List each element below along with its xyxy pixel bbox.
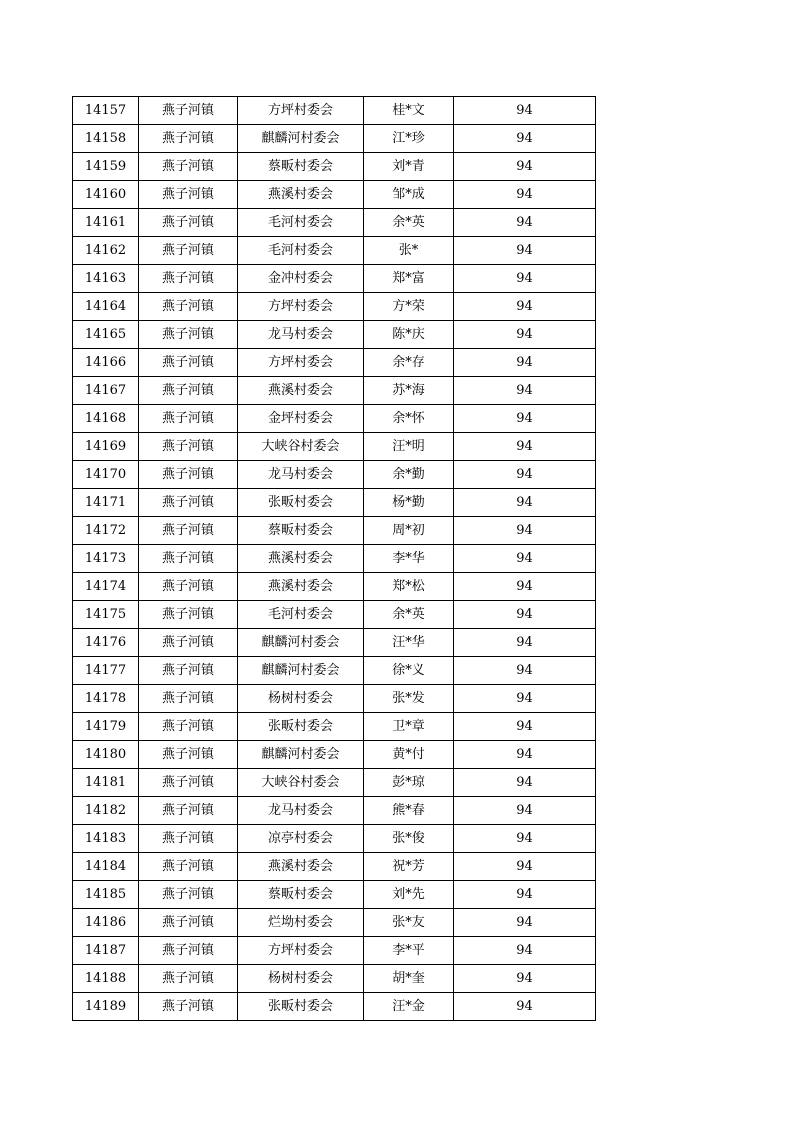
town-cell: 燕子河镇 bbox=[139, 433, 238, 461]
row-id-cell: 14185 bbox=[73, 881, 139, 909]
table-row bbox=[73, 237, 596, 265]
row-id-cell: 14158 bbox=[73, 125, 139, 153]
table-row bbox=[73, 629, 596, 657]
village-cell: 张畈村委会 bbox=[238, 489, 364, 517]
village-cell: 燕溪村委会 bbox=[238, 377, 364, 405]
town-cell: 燕子河镇 bbox=[139, 181, 238, 209]
table-row bbox=[73, 209, 596, 237]
row-id-cell: 14187 bbox=[73, 937, 139, 965]
table-row bbox=[73, 657, 596, 685]
village-cell: 毛河村委会 bbox=[238, 209, 364, 237]
row-id-cell: 14162 bbox=[73, 237, 139, 265]
value-cell: 94 bbox=[454, 629, 596, 657]
town-cell: 燕子河镇 bbox=[139, 349, 238, 377]
table-row bbox=[73, 853, 596, 881]
village-cell: 蔡畈村委会 bbox=[238, 517, 364, 545]
town-cell: 燕子河镇 bbox=[139, 405, 238, 433]
town-cell: 燕子河镇 bbox=[139, 461, 238, 489]
table-row bbox=[73, 741, 596, 769]
value-cell: 94 bbox=[454, 125, 596, 153]
name-cell: 余*英 bbox=[364, 209, 454, 237]
name-cell: 刘*青 bbox=[364, 153, 454, 181]
data-table bbox=[72, 96, 596, 1021]
table-body bbox=[73, 97, 596, 1021]
row-id-cell: 14186 bbox=[73, 909, 139, 937]
village-cell: 金冲村委会 bbox=[238, 265, 364, 293]
row-id-cell: 14159 bbox=[73, 153, 139, 181]
town-cell: 燕子河镇 bbox=[139, 937, 238, 965]
town-cell: 燕子河镇 bbox=[139, 993, 238, 1021]
name-cell: 张* bbox=[364, 237, 454, 265]
table-row bbox=[73, 517, 596, 545]
value-cell: 94 bbox=[454, 293, 596, 321]
town-cell: 燕子河镇 bbox=[139, 237, 238, 265]
table-row bbox=[73, 825, 596, 853]
village-cell: 张畈村委会 bbox=[238, 713, 364, 741]
value-cell: 94 bbox=[454, 433, 596, 461]
value-cell: 94 bbox=[454, 321, 596, 349]
name-cell: 熊*春 bbox=[364, 797, 454, 825]
village-cell: 方坪村委会 bbox=[238, 937, 364, 965]
row-id-cell: 14176 bbox=[73, 629, 139, 657]
table-row bbox=[73, 433, 596, 461]
town-cell: 燕子河镇 bbox=[139, 965, 238, 993]
row-id-cell: 14169 bbox=[73, 433, 139, 461]
town-cell: 燕子河镇 bbox=[139, 685, 238, 713]
name-cell: 张*发 bbox=[364, 685, 454, 713]
row-id-cell: 14189 bbox=[73, 993, 139, 1021]
town-cell: 燕子河镇 bbox=[139, 853, 238, 881]
value-cell: 94 bbox=[454, 685, 596, 713]
value-cell: 94 bbox=[454, 713, 596, 741]
town-cell: 燕子河镇 bbox=[139, 797, 238, 825]
town-cell: 燕子河镇 bbox=[139, 321, 238, 349]
table-row bbox=[73, 405, 596, 433]
name-cell: 祝*芳 bbox=[364, 853, 454, 881]
value-cell: 94 bbox=[454, 209, 596, 237]
village-cell: 燕溪村委会 bbox=[238, 545, 364, 573]
value-cell: 94 bbox=[454, 97, 596, 125]
town-cell: 燕子河镇 bbox=[139, 657, 238, 685]
village-cell: 杨树村委会 bbox=[238, 965, 364, 993]
name-cell: 余*勤 bbox=[364, 461, 454, 489]
table-row bbox=[73, 461, 596, 489]
name-cell: 江*珍 bbox=[364, 125, 454, 153]
name-cell: 黄*付 bbox=[364, 741, 454, 769]
village-cell: 蔡畈村委会 bbox=[238, 881, 364, 909]
name-cell: 徐*义 bbox=[364, 657, 454, 685]
value-cell: 94 bbox=[454, 545, 596, 573]
town-cell: 燕子河镇 bbox=[139, 97, 238, 125]
village-cell: 麒麟河村委会 bbox=[238, 125, 364, 153]
name-cell: 李*平 bbox=[364, 937, 454, 965]
table-row bbox=[73, 713, 596, 741]
town-cell: 燕子河镇 bbox=[139, 769, 238, 797]
village-cell: 方坪村委会 bbox=[238, 293, 364, 321]
table-row bbox=[73, 545, 596, 573]
name-cell: 杨*勤 bbox=[364, 489, 454, 517]
name-cell: 邹*成 bbox=[364, 181, 454, 209]
town-cell: 燕子河镇 bbox=[139, 573, 238, 601]
town-cell: 燕子河镇 bbox=[139, 741, 238, 769]
table-row bbox=[73, 377, 596, 405]
row-id-cell: 14174 bbox=[73, 573, 139, 601]
table-row bbox=[73, 125, 596, 153]
table-row bbox=[73, 937, 596, 965]
table-row bbox=[73, 965, 596, 993]
table-row bbox=[73, 909, 596, 937]
village-cell: 毛河村委会 bbox=[238, 601, 364, 629]
row-id-cell: 14175 bbox=[73, 601, 139, 629]
town-cell: 燕子河镇 bbox=[139, 153, 238, 181]
row-id-cell: 14183 bbox=[73, 825, 139, 853]
town-cell: 燕子河镇 bbox=[139, 293, 238, 321]
village-cell: 大峡谷村委会 bbox=[238, 433, 364, 461]
village-cell: 张畈村委会 bbox=[238, 993, 364, 1021]
name-cell: 汪*金 bbox=[364, 993, 454, 1021]
value-cell: 94 bbox=[454, 797, 596, 825]
row-id-cell: 14165 bbox=[73, 321, 139, 349]
name-cell: 郑*富 bbox=[364, 265, 454, 293]
table-row bbox=[73, 993, 596, 1021]
town-cell: 燕子河镇 bbox=[139, 601, 238, 629]
town-cell: 燕子河镇 bbox=[139, 545, 238, 573]
value-cell: 94 bbox=[454, 937, 596, 965]
name-cell: 汪*明 bbox=[364, 433, 454, 461]
row-id-cell: 14157 bbox=[73, 97, 139, 125]
name-cell: 彭*琼 bbox=[364, 769, 454, 797]
table-row bbox=[73, 601, 596, 629]
value-cell: 94 bbox=[454, 993, 596, 1021]
town-cell: 燕子河镇 bbox=[139, 629, 238, 657]
row-id-cell: 14179 bbox=[73, 713, 139, 741]
village-cell: 烂坳村委会 bbox=[238, 909, 364, 937]
village-cell: 蔡畈村委会 bbox=[238, 153, 364, 181]
table-row bbox=[73, 97, 596, 125]
value-cell: 94 bbox=[454, 853, 596, 881]
name-cell: 卫*章 bbox=[364, 713, 454, 741]
name-cell: 方*荣 bbox=[364, 293, 454, 321]
village-cell: 凉亭村委会 bbox=[238, 825, 364, 853]
row-id-cell: 14172 bbox=[73, 517, 139, 545]
row-id-cell: 14173 bbox=[73, 545, 139, 573]
name-cell: 汪*华 bbox=[364, 629, 454, 657]
name-cell: 余*英 bbox=[364, 601, 454, 629]
village-cell: 燕溪村委会 bbox=[238, 181, 364, 209]
row-id-cell: 14164 bbox=[73, 293, 139, 321]
value-cell: 94 bbox=[454, 153, 596, 181]
town-cell: 燕子河镇 bbox=[139, 265, 238, 293]
table-row bbox=[73, 881, 596, 909]
row-id-cell: 14184 bbox=[73, 853, 139, 881]
row-id-cell: 14161 bbox=[73, 209, 139, 237]
name-cell: 周*初 bbox=[364, 517, 454, 545]
table-row bbox=[73, 797, 596, 825]
table-row bbox=[73, 321, 596, 349]
village-cell: 大峡谷村委会 bbox=[238, 769, 364, 797]
row-id-cell: 14163 bbox=[73, 265, 139, 293]
village-cell: 麒麟河村委会 bbox=[238, 629, 364, 657]
value-cell: 94 bbox=[454, 769, 596, 797]
village-cell: 龙马村委会 bbox=[238, 461, 364, 489]
value-cell: 94 bbox=[454, 377, 596, 405]
table-row bbox=[73, 769, 596, 797]
name-cell: 胡*奎 bbox=[364, 965, 454, 993]
town-cell: 燕子河镇 bbox=[139, 825, 238, 853]
village-cell: 燕溪村委会 bbox=[238, 853, 364, 881]
value-cell: 94 bbox=[454, 349, 596, 377]
town-cell: 燕子河镇 bbox=[139, 209, 238, 237]
value-cell: 94 bbox=[454, 601, 596, 629]
value-cell: 94 bbox=[454, 461, 596, 489]
value-cell: 94 bbox=[454, 825, 596, 853]
value-cell: 94 bbox=[454, 517, 596, 545]
village-cell: 燕溪村委会 bbox=[238, 573, 364, 601]
value-cell: 94 bbox=[454, 741, 596, 769]
town-cell: 燕子河镇 bbox=[139, 125, 238, 153]
village-cell: 龙马村委会 bbox=[238, 797, 364, 825]
value-cell: 94 bbox=[454, 573, 596, 601]
village-cell: 毛河村委会 bbox=[238, 237, 364, 265]
name-cell: 张*俊 bbox=[364, 825, 454, 853]
table-row bbox=[73, 153, 596, 181]
name-cell: 余*存 bbox=[364, 349, 454, 377]
name-cell: 余*怀 bbox=[364, 405, 454, 433]
value-cell: 94 bbox=[454, 965, 596, 993]
table-row bbox=[73, 293, 596, 321]
town-cell: 燕子河镇 bbox=[139, 713, 238, 741]
row-id-cell: 14171 bbox=[73, 489, 139, 517]
row-id-cell: 14180 bbox=[73, 741, 139, 769]
name-cell: 李*华 bbox=[364, 545, 454, 573]
table-row bbox=[73, 685, 596, 713]
village-cell: 方坪村委会 bbox=[238, 349, 364, 377]
value-cell: 94 bbox=[454, 657, 596, 685]
village-cell: 龙马村委会 bbox=[238, 321, 364, 349]
row-id-cell: 14168 bbox=[73, 405, 139, 433]
table-row bbox=[73, 349, 596, 377]
name-cell: 苏*海 bbox=[364, 377, 454, 405]
village-cell: 方坪村委会 bbox=[238, 97, 364, 125]
town-cell: 燕子河镇 bbox=[139, 517, 238, 545]
row-id-cell: 14166 bbox=[73, 349, 139, 377]
table-row bbox=[73, 489, 596, 517]
value-cell: 94 bbox=[454, 881, 596, 909]
row-id-cell: 14181 bbox=[73, 769, 139, 797]
town-cell: 燕子河镇 bbox=[139, 489, 238, 517]
table-row bbox=[73, 265, 596, 293]
village-cell: 杨树村委会 bbox=[238, 685, 364, 713]
value-cell: 94 bbox=[454, 909, 596, 937]
name-cell: 陈*庆 bbox=[364, 321, 454, 349]
row-id-cell: 14160 bbox=[73, 181, 139, 209]
value-cell: 94 bbox=[454, 405, 596, 433]
row-id-cell: 14177 bbox=[73, 657, 139, 685]
village-cell: 金坪村委会 bbox=[238, 405, 364, 433]
value-cell: 94 bbox=[454, 237, 596, 265]
row-id-cell: 14170 bbox=[73, 461, 139, 489]
value-cell: 94 bbox=[454, 265, 596, 293]
village-cell: 麒麟河村委会 bbox=[238, 741, 364, 769]
row-id-cell: 14188 bbox=[73, 965, 139, 993]
table-row bbox=[73, 573, 596, 601]
name-cell: 郑*松 bbox=[364, 573, 454, 601]
name-cell: 刘*先 bbox=[364, 881, 454, 909]
row-id-cell: 14182 bbox=[73, 797, 139, 825]
town-cell: 燕子河镇 bbox=[139, 909, 238, 937]
row-id-cell: 14178 bbox=[73, 685, 139, 713]
village-cell: 麒麟河村委会 bbox=[238, 657, 364, 685]
value-cell: 94 bbox=[454, 489, 596, 517]
table-row bbox=[73, 181, 596, 209]
row-id-cell: 14167 bbox=[73, 377, 139, 405]
name-cell: 桂*文 bbox=[364, 97, 454, 125]
town-cell: 燕子河镇 bbox=[139, 377, 238, 405]
value-cell: 94 bbox=[454, 181, 596, 209]
town-cell: 燕子河镇 bbox=[139, 881, 238, 909]
name-cell: 张*友 bbox=[364, 909, 454, 937]
